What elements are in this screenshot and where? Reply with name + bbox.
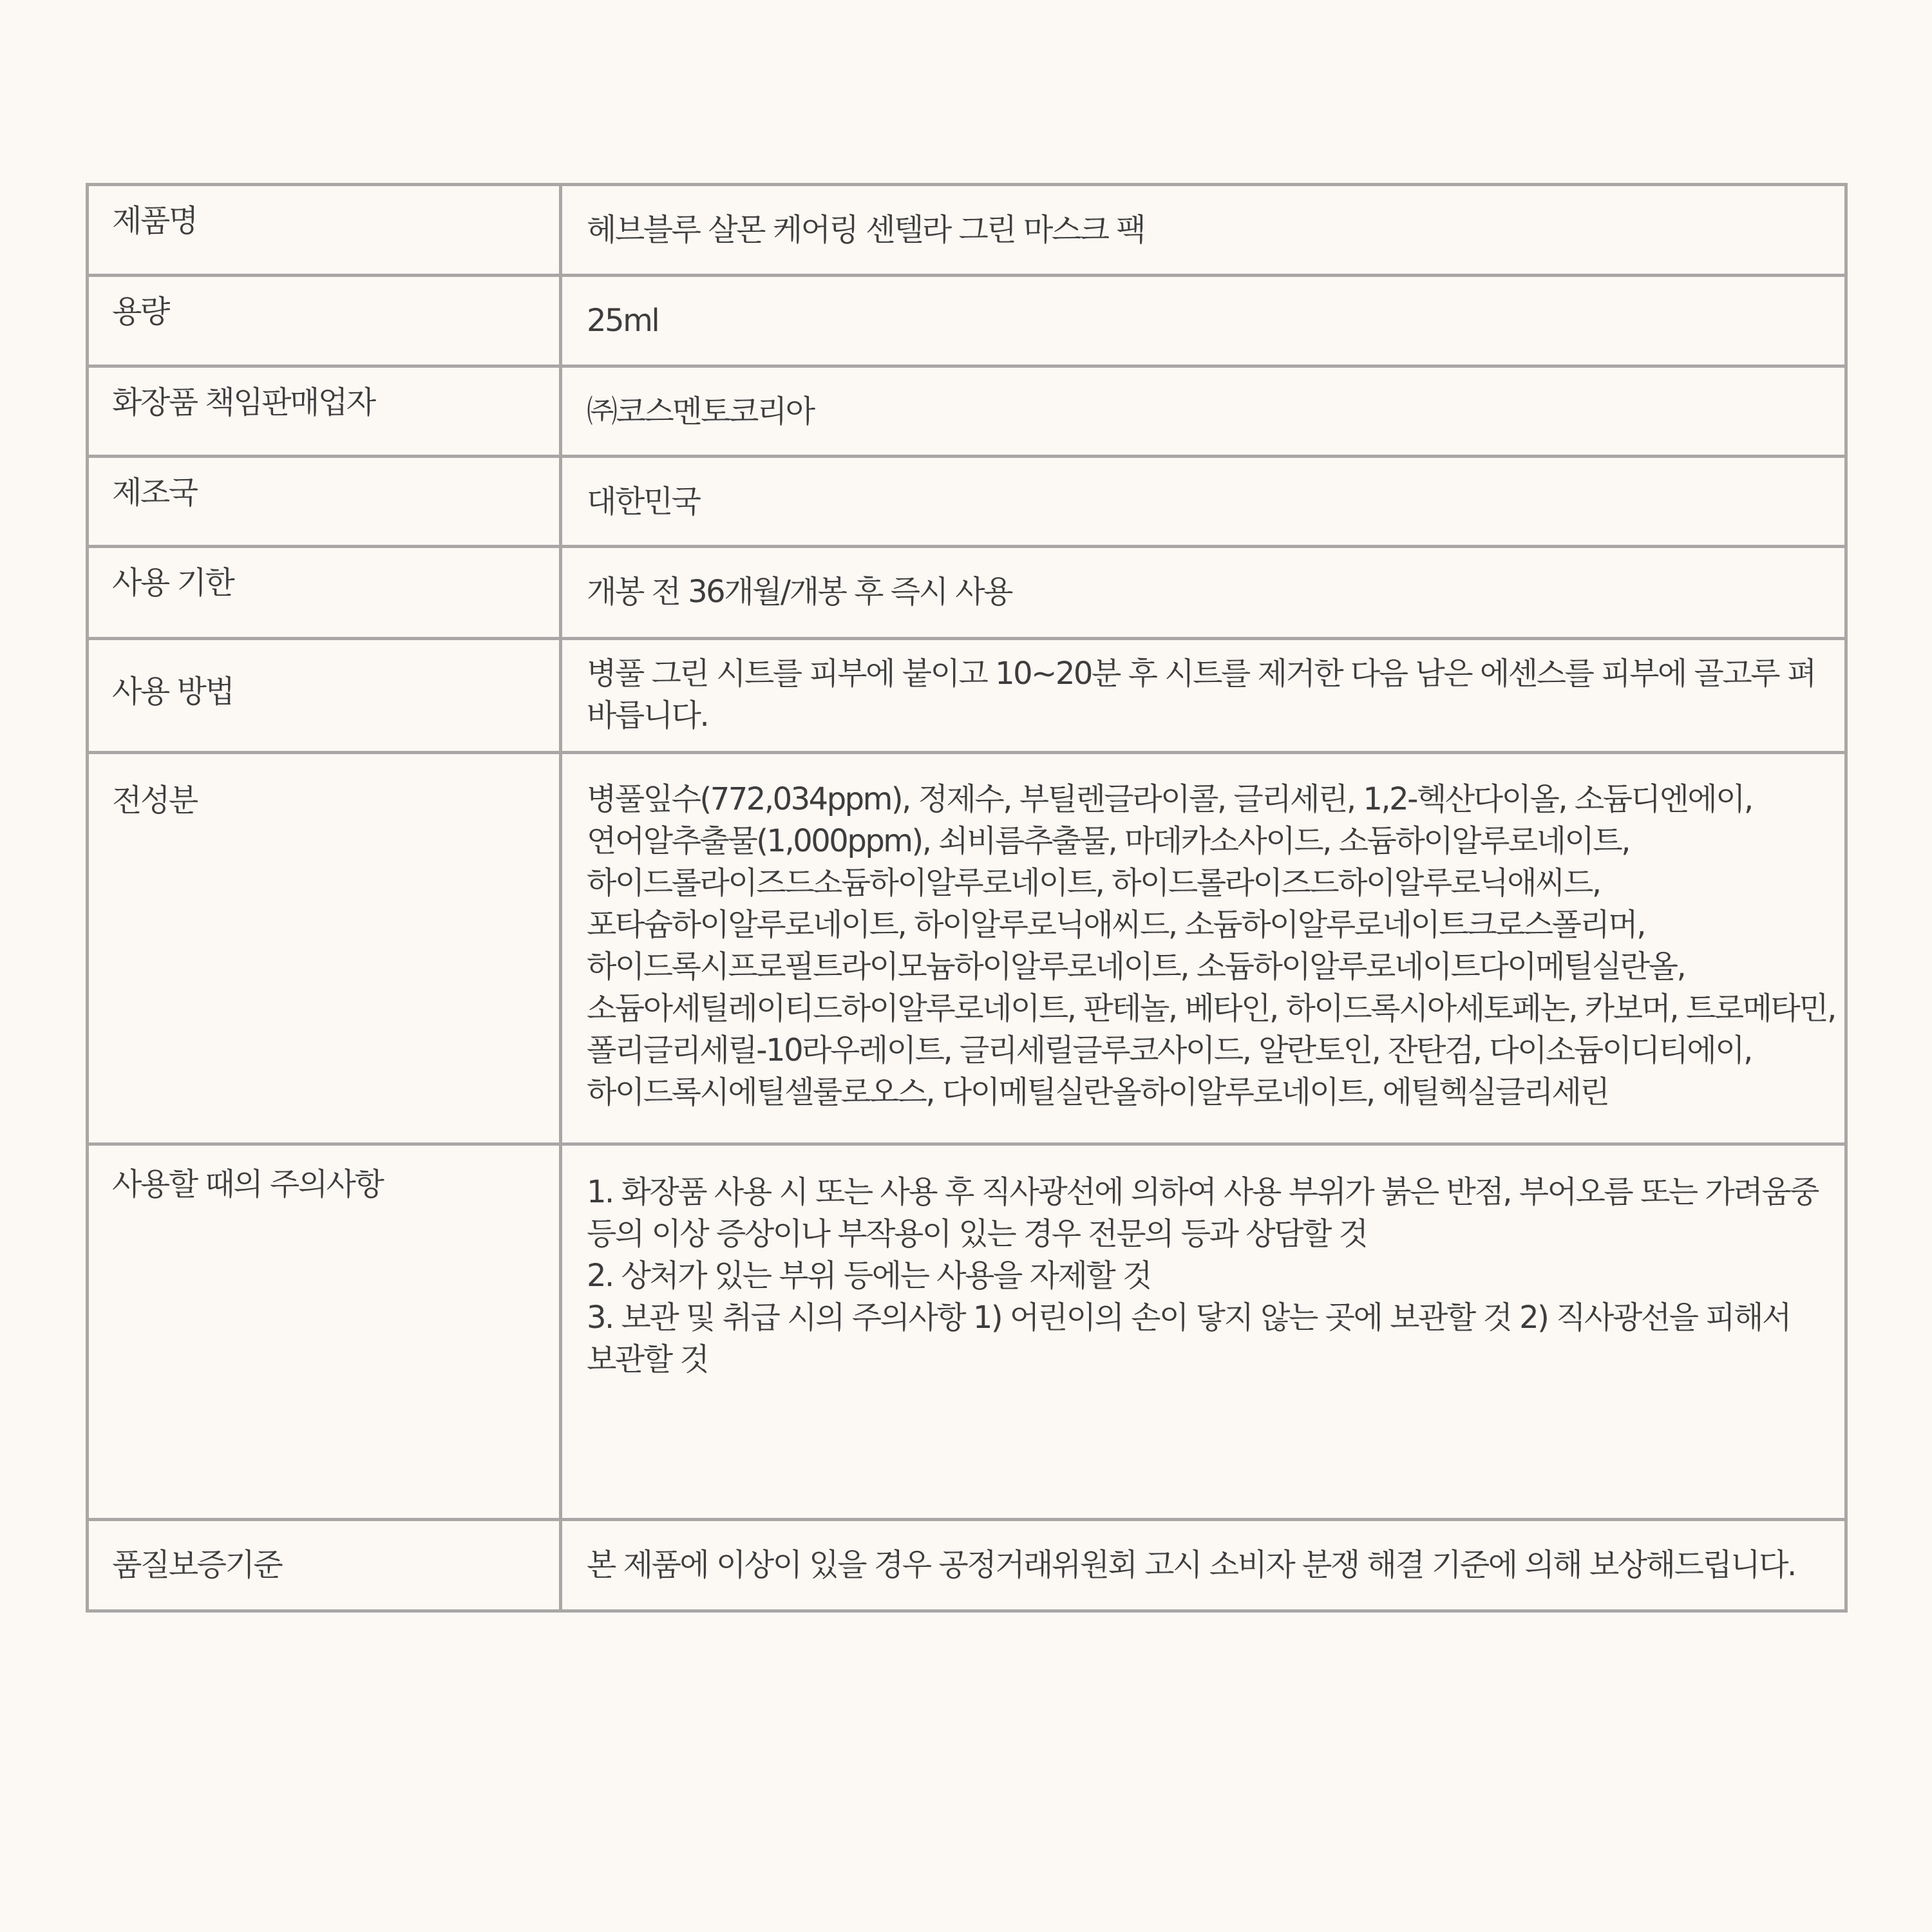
table-row-ingredients	[88, 753, 1846, 1144]
table-row-quality	[88, 1520, 1846, 1611]
value-line: 개봉 전 36개월/개봉 후 즉시 사용	[587, 574, 1012, 610]
table-row-country	[88, 457, 1846, 547]
value-line: 대한민국	[587, 484, 700, 520]
row-value	[561, 276, 1846, 366]
value-line: 보관할 것	[587, 1341, 708, 1378]
table-row-usage	[88, 639, 1846, 753]
table-row-expiry	[88, 547, 1846, 639]
value-line: 등의 이상 증상이나 부작용이 있는 경우 전문의 등과 상담할 것	[587, 1216, 1367, 1252]
value-line: 병풀 그린 시트를 피부에 붙이고 10~20분 후 시트를 제거한 다음 남은 에센스를 피부에 골고루 펴	[587, 656, 1815, 692]
value-line: 헤브블루 살몬 케어링 센텔라 그린 마스크 팩	[587, 212, 1145, 248]
value-line: 병풀잎수(772,034ppm), 정제수, 부틸렌글라이콜, 글리세린, 1,2-헥산다이올, 소듐디엔에이,	[587, 781, 1752, 817]
row-value	[561, 457, 1846, 547]
value-line: 하이드록시프로필트라이모늄하이알루로네이트, 소듐하이알루로네이트다이메틸실란올,	[587, 949, 1685, 985]
row-label: 제조국	[88, 457, 561, 547]
value-line: 폴리글리세릴-10라우레이트, 글리세릴글루코사이드, 알란토인, 잔탄검, 다이소듐이디티에이,	[587, 1032, 1752, 1068]
row-value	[561, 1144, 1846, 1520]
row-label: 전성분	[88, 753, 561, 1144]
value-line: 25ml	[587, 303, 659, 339]
table-row-precautions	[88, 1144, 1846, 1520]
row-value	[561, 366, 1846, 457]
value-line: 1. 화장품 사용 시 또는 사용 후 직사광선에 의하여 사용 부위가 붉은 반점, 부어오름 또는 가려움중	[587, 1174, 1818, 1210]
row-value	[561, 753, 1846, 1144]
value-line: 2. 상처가 있는 부위 등에는 사용을 자제할 것	[587, 1258, 1151, 1294]
table-row-volume	[88, 276, 1846, 366]
row-value	[561, 547, 1846, 639]
value-line: 소듐아세틸레이티드하이알루로네이트, 판테놀, 베타인, 하이드록시아세토페논, 카보머, 트로메타민,	[587, 990, 1835, 1027]
value-line: 하이드록시에틸셀룰로오스, 다이메틸실란올하이알루로네이트, 에틸헥실글리세린	[587, 1074, 1609, 1110]
row-label: 사용할 때의 주의사항	[88, 1144, 561, 1520]
row-value	[561, 639, 1846, 753]
value-line: 연어알추출물(1,000ppm), 쇠비름추출물, 마데카소사이드, 소듐하이알루로네이트,	[587, 823, 1630, 859]
row-label: 제품명	[88, 185, 561, 276]
table-row-distributor	[88, 366, 1846, 457]
row-value	[561, 1520, 1846, 1611]
row-label: 품질보증기준	[88, 1520, 561, 1611]
value-line: 포타슘하이알루로네이트, 하이알루로닉애씨드, 소듐하이알루로네이트크로스폴리머,	[587, 907, 1645, 943]
row-label: 사용 방법	[88, 639, 561, 753]
row-label: 사용 기한	[88, 547, 561, 639]
row-label: 용량	[88, 276, 561, 366]
value-line: ㈜코스멘토코리아	[587, 393, 814, 430]
product-info-table	[86, 183, 1848, 1613]
value-line: 바릅니다.	[587, 697, 708, 734]
value-line: 본 제품에 이상이 있을 경우 공정거래위원회 고시 소비자 분쟁 해결 기준에 의해 보상해드립니다.	[587, 1547, 1795, 1583]
table-row-product-name	[88, 185, 1846, 276]
row-label: 화장품 책임판매업자	[88, 366, 561, 457]
row-value	[561, 185, 1846, 276]
value-line: 하이드롤라이즈드소듐하이알루로네이트, 하이드롤라이즈드하이알루로닉애씨드,	[587, 865, 1600, 901]
value-line: 3. 보관 및 취급 시의 주의사항 1) 어린이의 손이 닿지 않는 곳에 보관할 것 2) 직사광선을 피해서	[587, 1300, 1790, 1336]
